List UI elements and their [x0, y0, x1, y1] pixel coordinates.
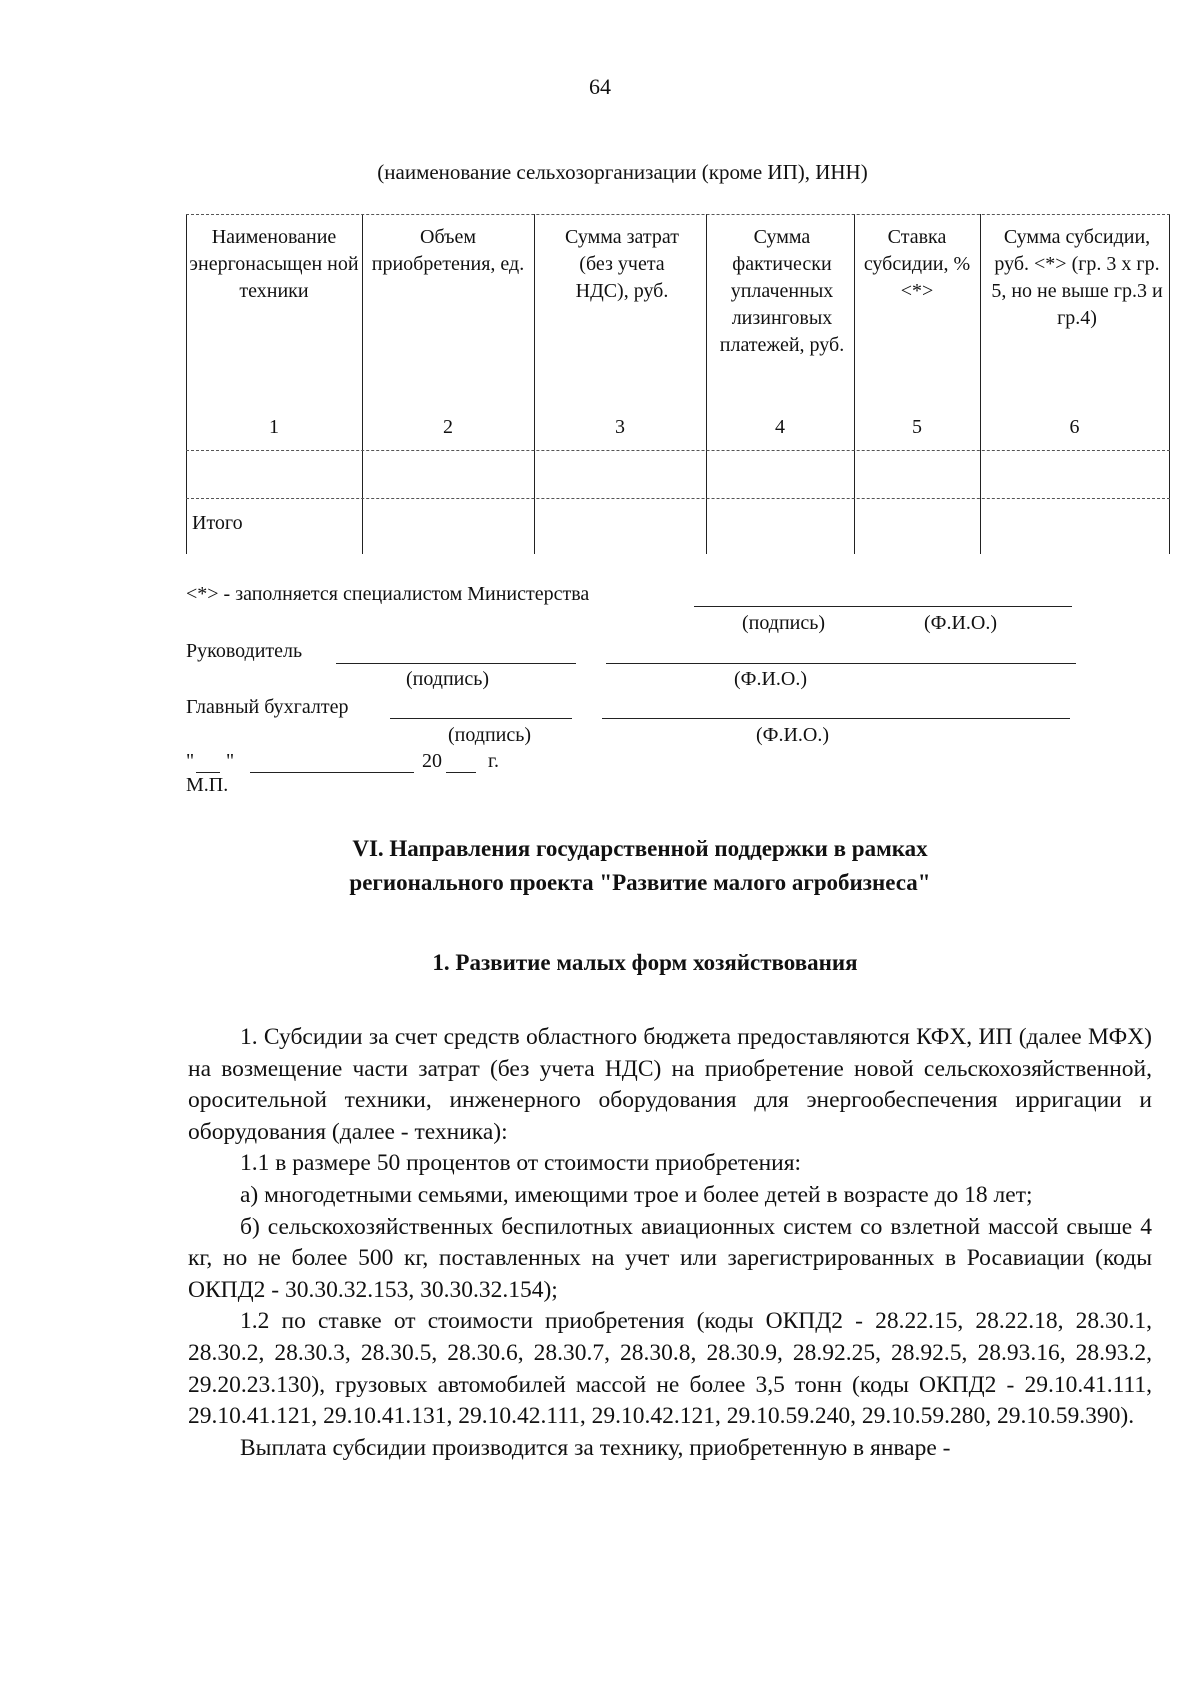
paragraph: Выплата субсидии производится за технику, приобретенную в январе - [240, 1434, 951, 1461]
column-number: 2 [443, 416, 453, 438]
column-number: 4 [775, 416, 785, 438]
total-row-label: Итого [192, 512, 243, 534]
year-suffix: г. [488, 750, 499, 772]
name-line [602, 718, 1070, 719]
accountant-label: Главный бухгалтер [186, 696, 349, 718]
table-border [534, 214, 535, 554]
table-border [362, 214, 363, 554]
table-border [854, 214, 855, 554]
year-line [446, 772, 476, 773]
page-number: 64 [589, 74, 611, 99]
table-border [186, 498, 1170, 499]
body-text [188, 1022, 1152, 1464]
column-number: 1 [269, 416, 279, 438]
name-caption: (Ф.И.О.) [756, 724, 830, 746]
head-label: Руководитель [186, 640, 303, 662]
seal-label: М.П. [186, 774, 229, 796]
column-header: Сумма затрат (без учета НДС), руб. [565, 226, 679, 302]
signature-caption: (подпись) [448, 724, 532, 746]
paragraph: 1.2 по ставке от стоимости приобретения (коды ОКПД2 - 28.22.15, 28.22.18, 28.30.1, 28.30.2, 28.30.3, 28.30.5, 28.30.6, 28.30.7, 28.30.8, 28.30.9, 28.92.25, 28.92.5, 28.93.16, 28.93.2, 29.20.23.130), грузовых автомобилей массой не более 3,5 тонн (коды ОКПД2 - 29.10.41.111, 29.10.41.121, 29.10.41.131, 29.10.42.111, 29.10.42.121, 29.10.59.240, 29.10.59.280, 29.10.59.390). [188, 1308, 1152, 1430]
table-border [1169, 214, 1170, 554]
name-caption: (Ф.И.О.) [734, 668, 808, 690]
paragraph: 1.1 в размере 50 процентов от стоимости приобретения: [240, 1150, 802, 1177]
column-header: Наименование энергонасыщен ной техники [189, 226, 359, 302]
table-border [706, 214, 707, 554]
name-line [606, 663, 1076, 664]
section-heading-line-2: регионального проекта "Развитие малого агробизнеса" [349, 870, 931, 895]
date-quote-open: " [186, 750, 195, 772]
table-border [186, 214, 1170, 215]
paragraph: а) многодетными семьями, имеющими трое и более детей в возрасте до 18 лет; [240, 1181, 1033, 1208]
table-border [186, 214, 187, 554]
date-quote-close: " [226, 750, 235, 772]
column-header: Ставка субсидии, % <*> [863, 226, 971, 302]
name-caption: (Ф.И.О.) [924, 612, 998, 634]
signature-caption: (подпись) [742, 612, 826, 634]
day-line [196, 772, 220, 773]
column-number: 5 [912, 416, 922, 438]
signature-line [336, 663, 576, 664]
month-line [250, 772, 414, 773]
column-number: 6 [1069, 416, 1080, 438]
subsection-heading: 1. Развитие малых форм хозяйствования [432, 950, 858, 975]
column-header: Сумма субсидии, руб. <*> (гр. 3 х гр. 5, но не выше гр.3 и гр.4) [991, 226, 1163, 329]
footnote: <*> - заполняется специалистом Министерства [186, 583, 590, 605]
subsidy-table [186, 214, 1170, 554]
section-heading-line-1: VI. Направления государственной поддержки в рамках [352, 836, 928, 861]
paragraph: 1. Субсидии за счет средств областного бюджета предоставляются КФХ, ИП (далее МФХ) на возмещение части затрат (без учета НДС) на приобретение новой сельскохозяйственной, оросительной техники, инженерного оборудования для энергообеспечения ирригации и оборудования (далее - техника): [188, 1024, 1152, 1145]
signature-line [694, 606, 1072, 607]
column-number: 3 [615, 416, 625, 438]
signature-line [390, 718, 572, 719]
column-header: Объем приобретения, ед. [371, 226, 525, 275]
column-header: Сумма фактически уплаченных лизинговых платежей, руб. [719, 226, 845, 356]
year-prefix: 20 [422, 750, 442, 772]
table-border [186, 450, 1170, 451]
organization-caption: (наименование сельхозорганизации (кроме ИП), ИНН) [377, 160, 868, 184]
table-border [980, 214, 981, 554]
paragraph: б) сельскохозяйственных беспилотных авиационных систем со взлетной массой свыше 4 кг, но не более 500 кг, поставленных на учет или зарегистрированных в Росавиации (коды ОКПД2 - 30.30.32.153, 30.30.32.154); [188, 1213, 1152, 1303]
signature-caption: (подпись) [406, 668, 490, 690]
